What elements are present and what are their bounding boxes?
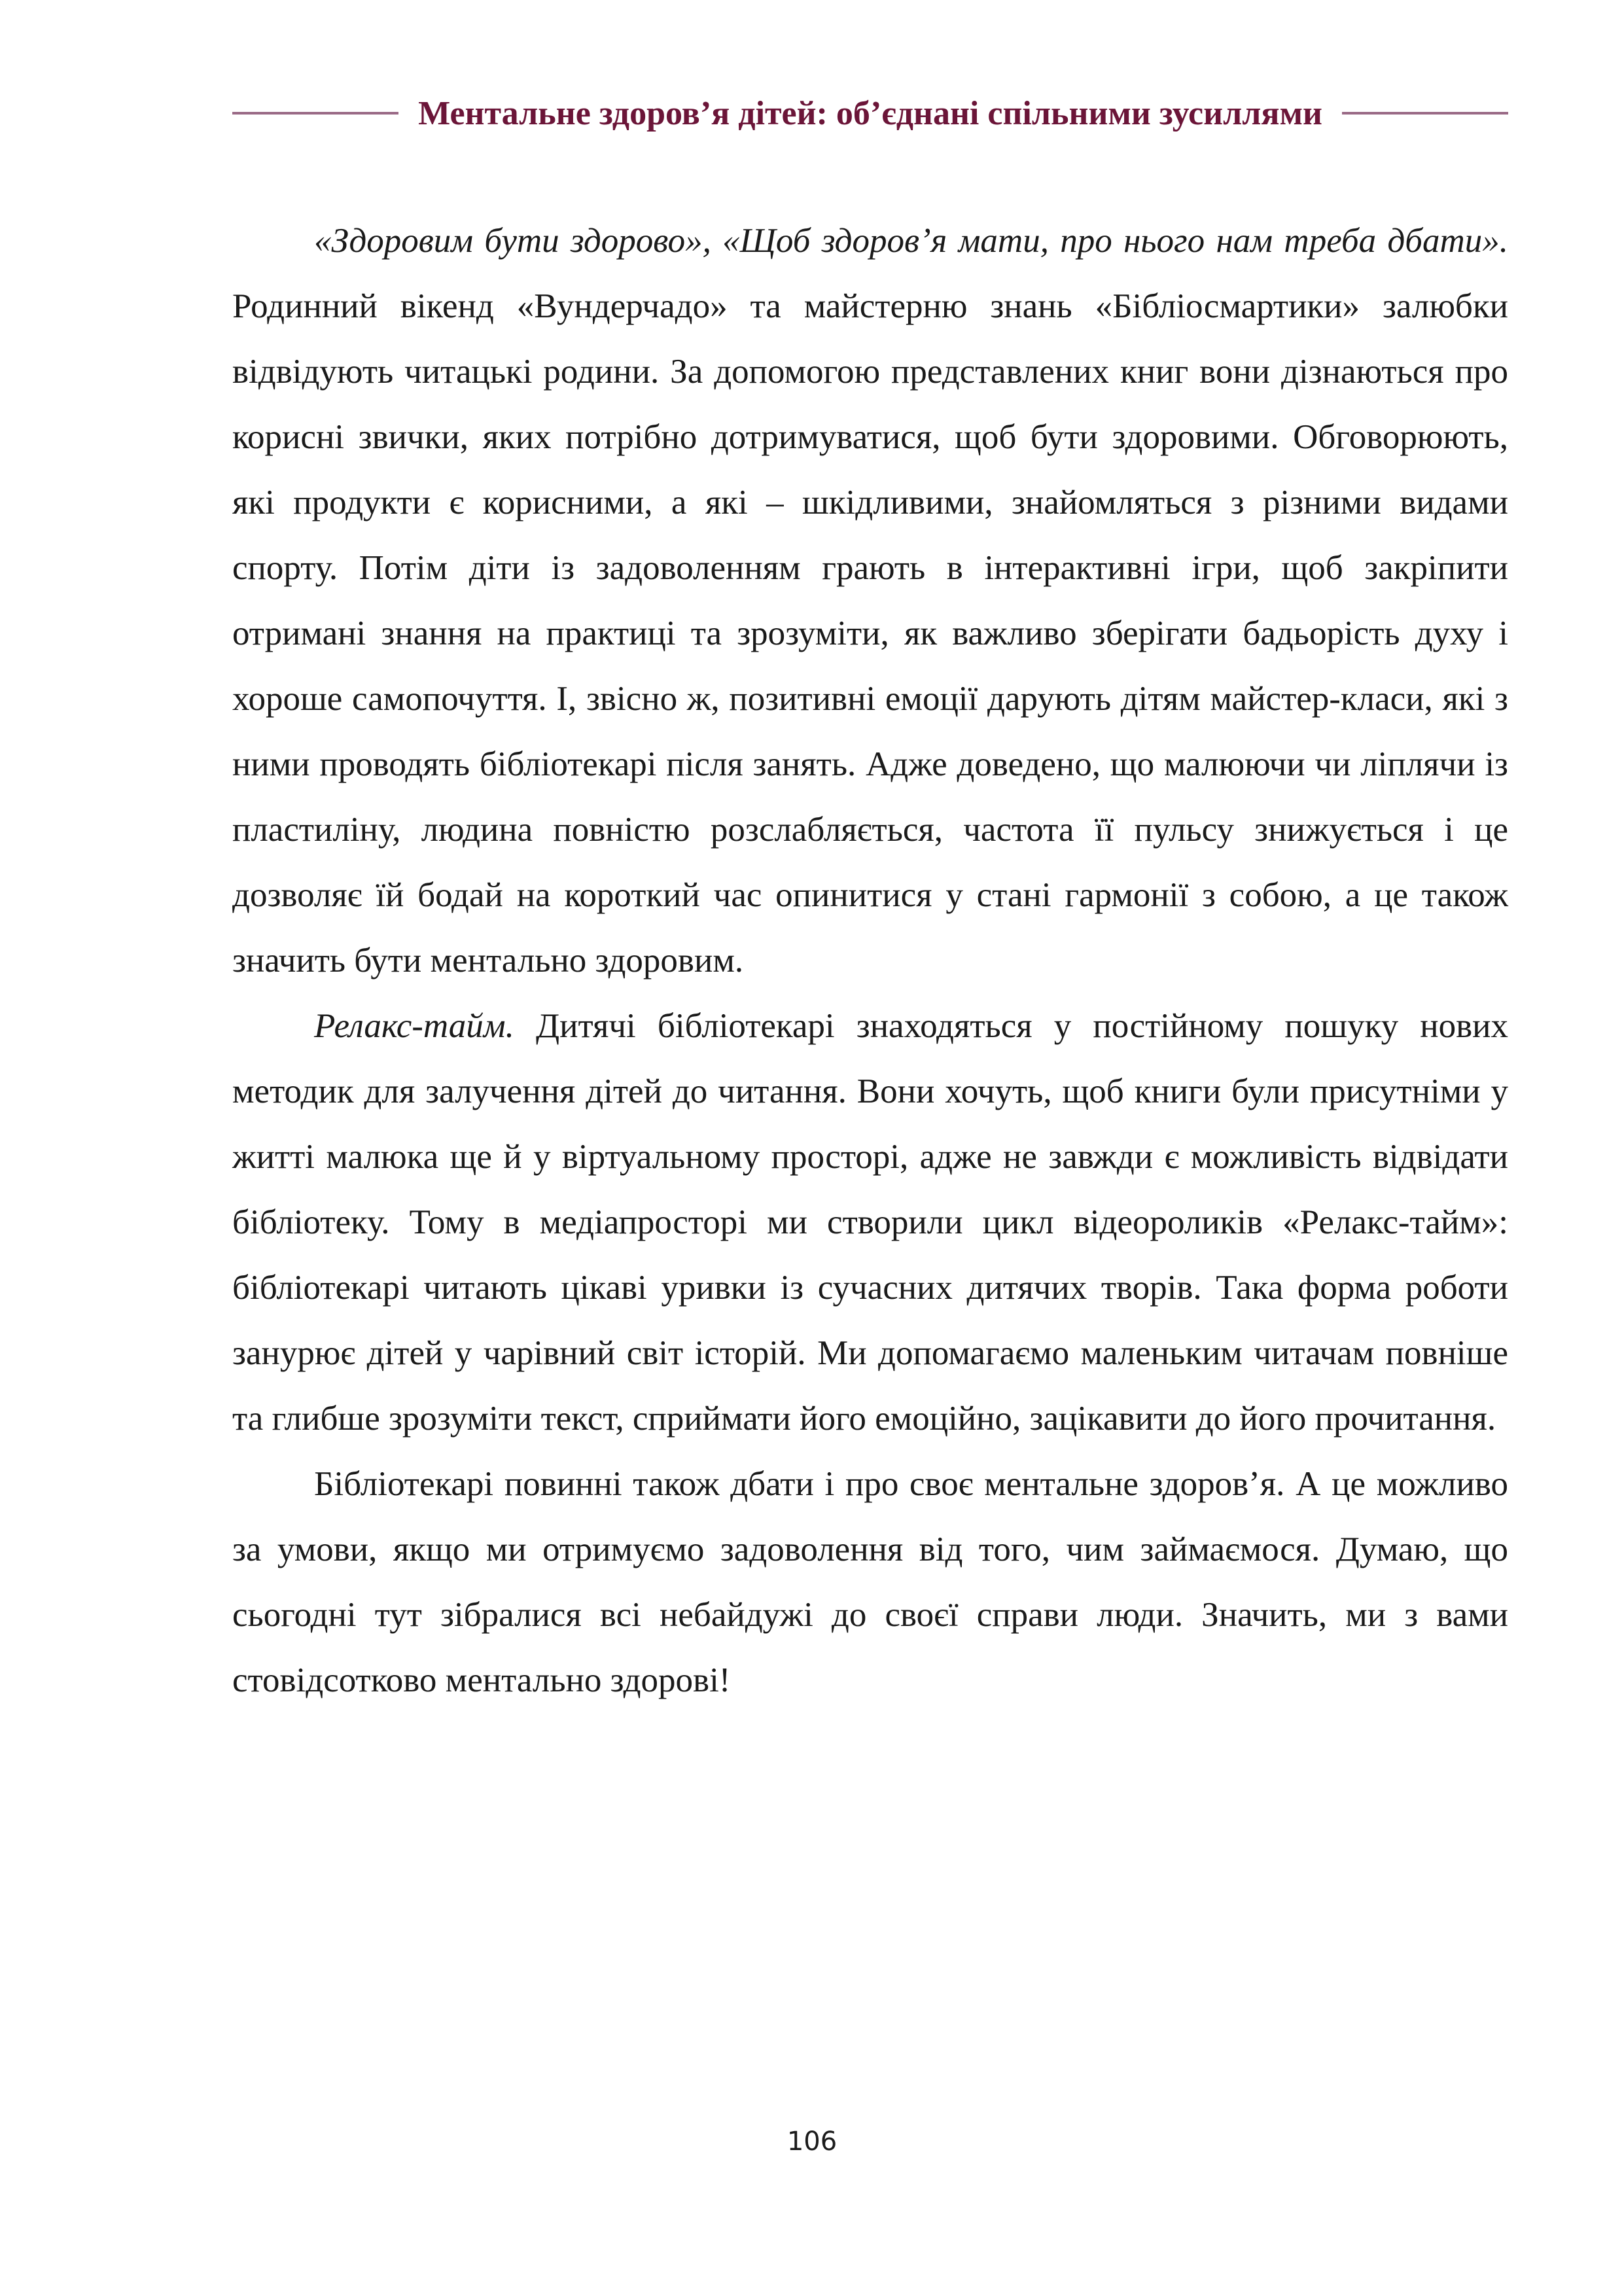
paragraph-2-text: Дитячі бібліотекарі знаходяться у постійному пошуку нових методик для залучення дітей до читання. Вони хочуть, щоб книги були присутніми у житті малюка ще й у віртуальному просторі, адже не завжди є можливість відвідати бібліотеку. Тому в медіапросторі ми створили цикл відеороликів «Релакс-тайм»: бібліотекарі читають цікаві уривки із сучасних дитячих творів. Така форма роботи занурює дітей у чарівний світ історій. Ми допомагаємо маленьким читачам повніше та глибше зрозуміти текст, сприймати його емоційно, зацікавити до його прочитання. [232, 1007, 1508, 1438]
header-rule-left [232, 112, 398, 115]
paragraph-2-italic: Релакс-тайм. [314, 1007, 514, 1045]
header-rule-right [1342, 112, 1508, 115]
paragraph-2 [232, 993, 1508, 1451]
paragraph-1-text: Родинний вікенд «Вундерчадо» та майстерню знань «Бібліосмартики» залюбки відвідують читацькі родини. За допомогою представлених книг вони дізнаються про корисні звички, яких потрібно дотримуватися, щоб бути здоровими. Обговорюють, які продукти є корисними, а які – шкідливими, знайомляться з різними видами спорту. Потім діти із задоволенням грають в інтерактивні ігри, щоб закріпити отримані знання на практиці та зрозуміти, як важливо зберігати бадьорість духу і хороше самопочуття. І, звісно ж, позитивні емоції дарують дітям майстер-класи, які з ними проводять бібліотекарі після занять. Адже доведено, що малюючи чи ліплячи із пластиліну, людина повністю розслабляється, частота її пульсу знижується і це дозволяє їй бодай на короткий час опинитися у стані гармонії з собою, а це також значить бути ментально здоровим. [232, 287, 1508, 980]
running-header [232, 90, 1508, 136]
paragraph-1-italic: «Здоровим бути здорово», «Щоб здоров’я мати, про нього нам треба дбати». [314, 222, 1508, 260]
paragraph-3-text: Бібліотекарі повинні також дбати і про своє ментальне здоров’я. А це можливо за умови, якщо ми отримуємо задоволення від того, чим займаємося. Думаю, що сьогодні тут зібралися всі небайдужі до своєї справи люди. Значить, ми з вами стовідсотково ментально здорові! [232, 1465, 1508, 1699]
body-text [232, 208, 1508, 1713]
paragraph-1 [232, 208, 1508, 993]
header-title: Ментальне здоров’я дітей: об’єднані спільними зусиллями [418, 94, 1322, 132]
paragraph-3 [232, 1451, 1508, 1713]
page-number: 106 [786, 2127, 838, 2157]
